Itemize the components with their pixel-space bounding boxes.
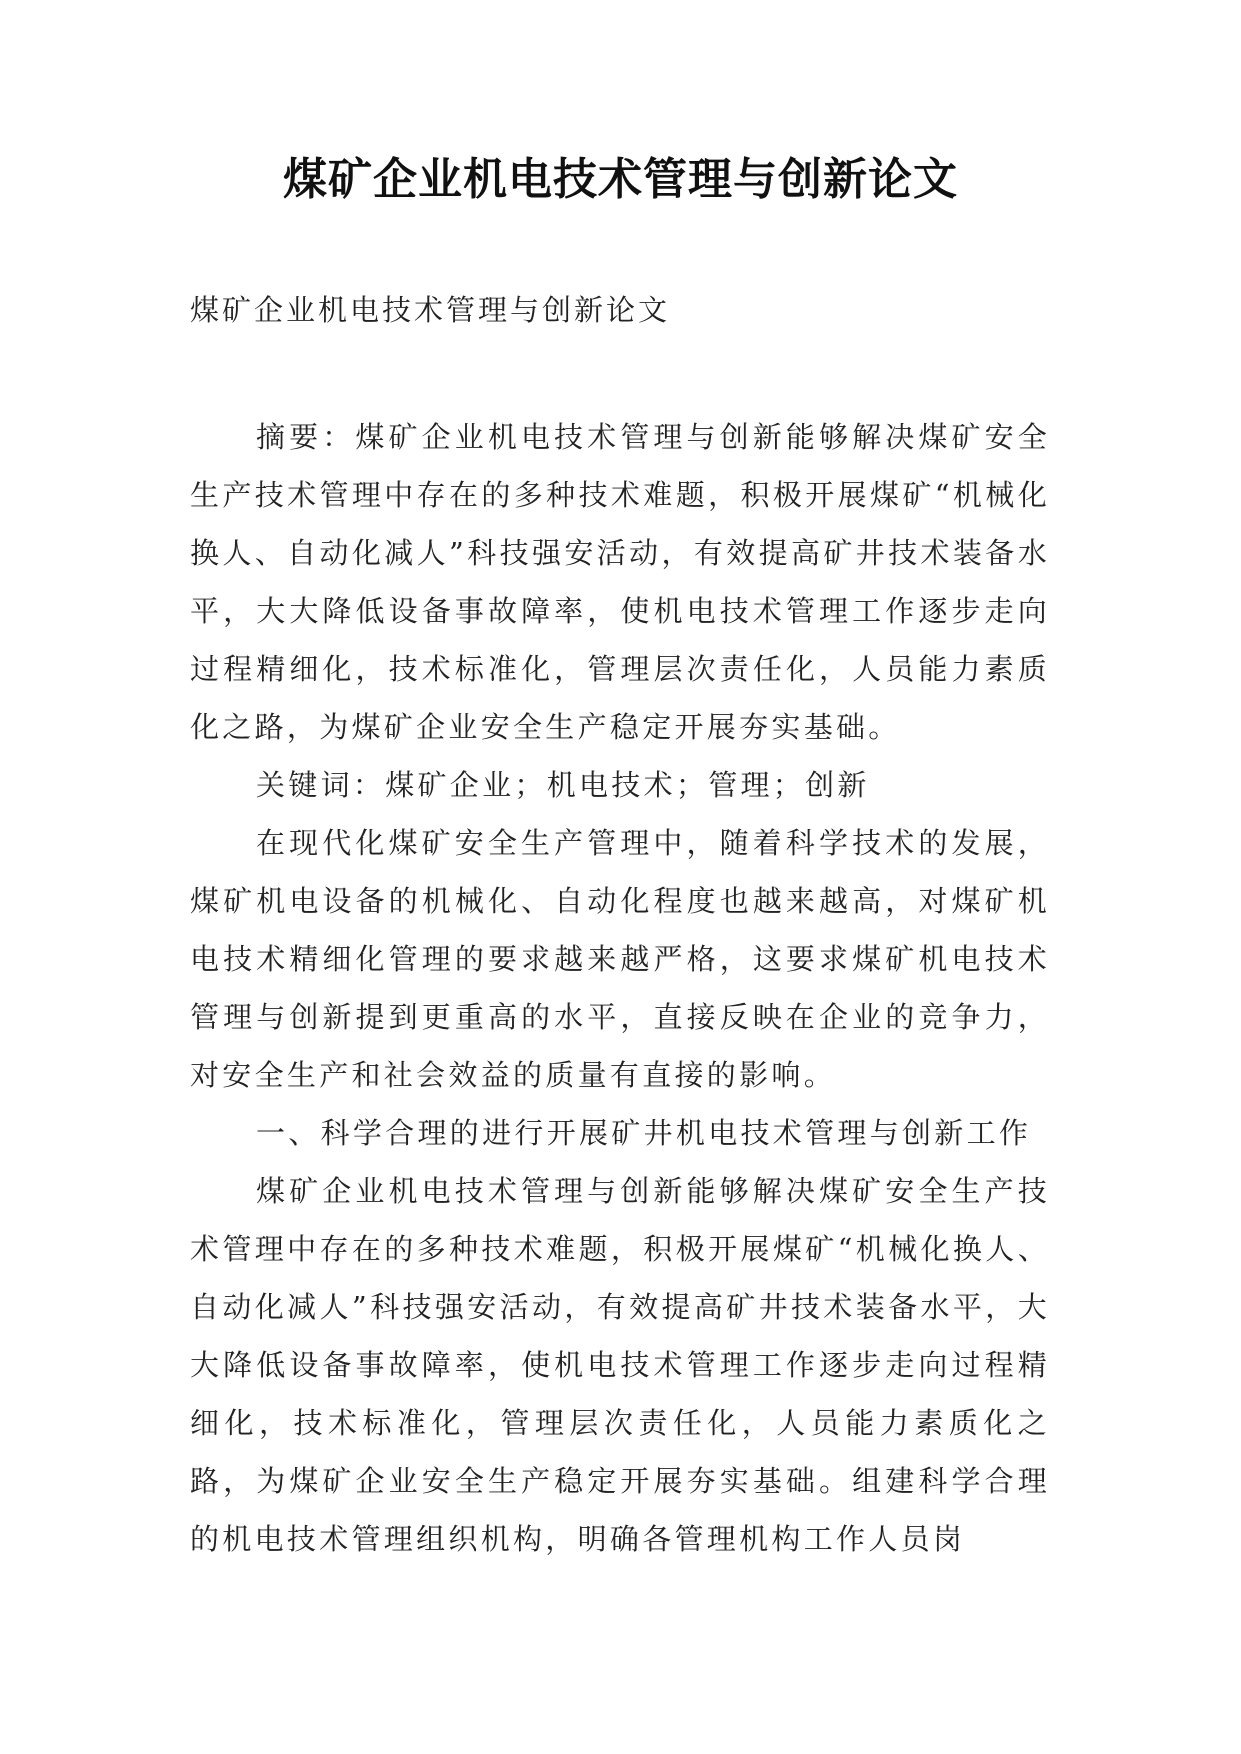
document-body: [190, 408, 1050, 1568]
abstract-paragraph: 摘要：煤矿企业机电技术管理与创新能够解决煤矿安全生产技术管理中存在的多种技术难题，积极开展煤矿“机械化换人、自动化减人”科技强安活动，有效提高矿井技术装备水平，大大降低设备事故障率，使机电技术管理工作逐步走向过程精细化，技术标准化，管理层次责任化，人员能力素质化之路，为煤矿企业安全生产稳定开展夯实基础。: [190, 420, 1050, 744]
section-heading: 一、科学合理的进行开展矿井机电技术管理与创新工作: [256, 1116, 1032, 1150]
intro-paragraph: 在现代化煤矿安全生产管理中，随着科学技术的发展，煤矿机电设备的机械化、自动化程度也越来越高，对煤矿机电技术精细化管理的要求越来越严格，这要求煤矿机电技术管理与创新提到更重高的水平，直接反映在企业的竞争力，对安全生产和社会效益的质量有直接的影响。: [190, 826, 1050, 1092]
keywords-paragraph: 关键词：煤矿企业；机电技术；管理；创新: [256, 768, 870, 802]
body-paragraph: 煤矿企业机电技术管理与创新能够解决煤矿安全生产技术管理中存在的多种技术难题，积极开展煤矿“机械化换人、自动化减人”科技强安活动，有效提高矿井技术装备水平，大大降低设备事故障率，使机电技术管理工作逐步走向过程精细化，技术标准化，管理层次责任化，人员能力素质化之路，为煤矿企业安全生产稳定开展夯实基础。组建科学合理的机电技术管理组织机构，明确各管理机构工作人员岗: [190, 1174, 1050, 1556]
document-title: 煤矿企业机电技术管理与创新论文: [283, 154, 958, 205]
document-subtitle: 煤矿企业机电技术管理与创新论文: [190, 293, 671, 327]
